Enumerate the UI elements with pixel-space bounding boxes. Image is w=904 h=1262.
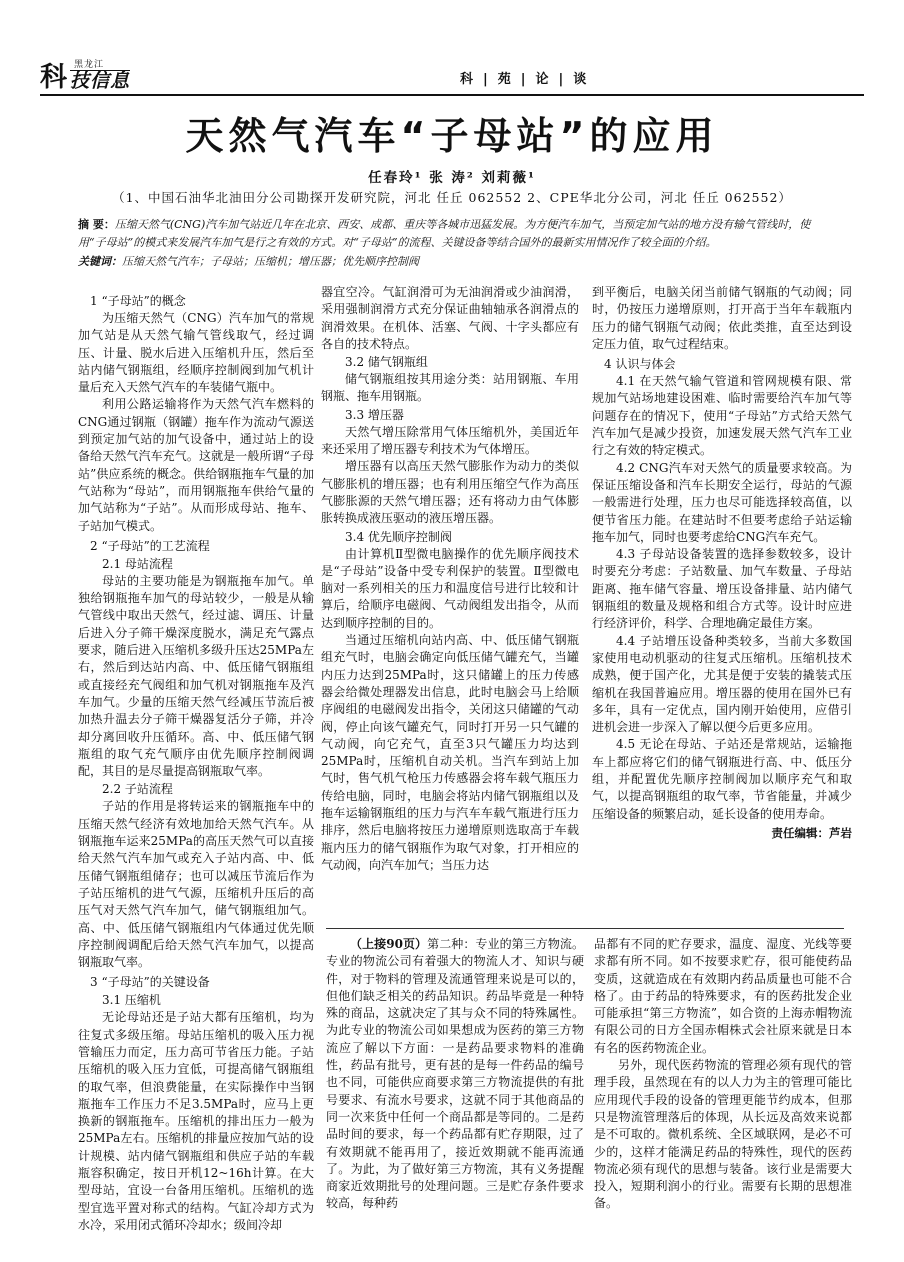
subsection-heading: 3.2 储气钢瓶组 — [345, 355, 428, 370]
paragraph: 储气钢瓶组按其用途分类：站用钢瓶、车用钢瓶、拖车用钢瓶。 — [321, 372, 579, 404]
subsection-heading: 2.1 母站流程 — [102, 556, 173, 571]
section-heading: 4 认识与体会 — [604, 357, 676, 372]
abstract — [78, 216, 834, 252]
editor-credit: 责任编辑：芦岩 — [771, 825, 852, 840]
body-column-2 — [321, 284, 579, 874]
continued-from-note: （上接90页） — [350, 937, 428, 951]
paragraph: 4.3 子母站设备装置的选择参数较多，设计时要充分考虑：子站数量、加气车数量、子母站距离、拖车储气容量、增压设备排量、站内储气钢瓶组的数量及规格和组合方式等。设计时应进行经济评价，科学、合理地确定最佳方案。 — [592, 547, 852, 631]
continued-article-column-1 — [326, 936, 584, 1213]
authors: 任春玲¹ 张 涛² 刘莉薇¹ — [368, 170, 536, 186]
abstract-label: 摘 要： — [78, 218, 115, 231]
logo-char: 科 — [40, 62, 67, 93]
paragraph: 到平衡后，电脑关闭当前储气钢瓶的气动阀；同时，仍按压力递增原则，打开高于当年车载瓶内压力的储气钢瓶气动阀；依此类推，直至达到设定压力值，取气过程结束。 — [592, 285, 852, 351]
paragraph: 为压缩天然气（CNG）汽车加气的常规加气站是从天然气输气管线取气，经过调压、计量、脱水后进入压缩机升压，然后至站内储气钢瓶组，经顺序控制阀到加气机计量后充入天然气汽车的车装储气瓶中。 — [78, 311, 314, 395]
paragraph: 母站的主要功能是为钢瓶拖车加气。单独给钢瓶拖车加气的母站较少，一般是从输气管线中取出天然气，经过滤、调压、计量后进入分子筛干燥深度脱水，满足充气露点要求，随后进入压缩机多级升压达25MPa左右，然后到达站内高、中、低压储气钢瓶组或直接经充气阀组和加气机对钢瓶拖车及汽车加气。少量的压缩天然气经减压节流后被加热升温去分子筛干燥器复活分子筛，并冷却分离回收升压循环。高、中、低压储气钢瓶组的取气充气顺序由优先顺序控制阀调配，其目的是尽量提高钢瓶取气率。 — [78, 573, 314, 779]
affiliation: （1、中国石油华北油田分公司勘探开发研究院，河北 任丘 062552 2、CPE华北分公司，河北 任丘 062552） — [112, 190, 792, 205]
paragraph: 4.5 无论在母站、子站还是常规站，运输拖车上都应将它们的储气钢瓶进行高、中、低压分组，并配置优先顺序控制阀加以顺序充气和取气，以提高钢瓶组的取气率，节省能量，并减少压缩设备的频繁启动，延长设备的使用寿命。 — [592, 737, 852, 821]
paragraph: 无论母站还是子站大都有压缩机，均为往复式多级压缩。母站压缩机的吸入压力视管输压力而定，压力高可节省压力能。子站压缩机的吸入压力宜低，可提高储气钢瓶组的取气率，但浪费能量，在实际操作中当钢瓶拖车工作压力不足3.5MPa时，应马上更换新的钢瓶拖车。压缩机的排出压力一般为25MPa左右。压缩机的排量应按加气站的设计规模、站内储气钢瓶组和供应子站的车载瓶容积确定，按日开机12~16h计算。在大型母站，宜设一台备用压缩机。压缩机的选型宜选平置对称式的结构。气缸冷却方式为水冷，采用闭式循环冷却水；级间冷却 — [78, 1010, 314, 1232]
logo-name: 技信息 — [70, 70, 131, 92]
continued-paragraph-1: 第二种：专业的第三方物流。专业的物流公司有着强大的物流人才、知识与硬件，对于物料的管理及流通管理来说是可以的，但他们缺乏相关的药品知识。药品毕竟是一种特殊的商品，这就决定了其与众不同的特殊属性。为此专业的物流公司如果想成为医药的第三方物流应了解以下方面：一是药品要求物料的准确性，药品有批号，更有甚的是每一件药品的编号也不同，可能供应商要求第三方物流提供的有批号要求、有流水号要求，这就不同于其他商品的同一次来货中任何一个商品都是等同的。二是药品时间的要求，每一个药品都有贮存期限，过了有效期就不能再用了，接近效期就不能再流通了。为此，为了做好第三方物流，其有义务提醒商家近效期批号的处理问题。三是贮存条件要求较高，每种药 — [326, 937, 584, 1211]
header-rule — [40, 94, 864, 96]
body-column-1 — [78, 290, 314, 1234]
paragraph: 器宜空冷。气缸润滑可为无油润滑或少油润滑，采用强制润滑方式充分保证曲轴轴承各润滑点的润滑效果。在机体、活塞、气阀、十字头都应有各自的技术特点。 — [321, 285, 579, 351]
section-heading: 2 “子母站”的工艺流程 — [90, 538, 210, 553]
paragraph: 增压器有以高压天然气膨胀作为动力的类似气膨胀机的增压器；也有利用压缩空气作为高压气膨胀源的天然气增压器；还有将动力由气体膨胀转换成液压驱动的液压增压器。 — [321, 459, 579, 526]
continued-article-column-2 — [594, 936, 852, 1213]
abstract-text: 压缩天然气(CNG)汽车加气站近几年在北京、西安、成都、重庆等各城市迅猛发展。为方便汽车加气，当预定加气站的地方没有输气管线时，使用“子母站”的模式来发展汽车加气是行之有效的方式。对“子母站”的流程、关键设备等结合国外的最新实用情况作了较全面的介绍。 — [78, 218, 811, 249]
paragraph: 由计算机Ⅱ型微电脑操作的优先顺序阀技术是“子母站”设备中受专利保护的装置。Ⅱ型微电脑对一系列相关的压力和温度信号进行比较和计算后，给顺序电磁阀、气动阀组发出指令，从而达到顺序控制的目的。 — [321, 546, 579, 630]
column-name: 科|苑|论|谈 — [460, 72, 597, 87]
running-header — [40, 58, 864, 98]
paragraph: 4.4 子站增压设备种类较多，当前大多数国家使用电动机驱动的往复式压缩机。压缩机技术成熟，便于国产化，尤其是便于安装的撬装式压缩机在我国普遍应用。增压器的使用在国外已有多年，具有一定优点，国内刚开始使用，应借引进机会进一步深入了解以便今后更多应用。 — [592, 633, 852, 735]
section-heading: 1 “子母站”的概念 — [90, 294, 186, 308]
paragraph: 4.1 在天然气输气管道和管网规模有限、常规加气站场地建设困难、临时需要给汽车加气等问题存在的情况下，使用“子母站”方式给天然气汽车加气是减少投资，加速发展天然气汽车工业行之有效的特定模式。 — [592, 374, 852, 458]
subsection-heading: 3.4 优先顺序控制阀 — [345, 529, 452, 544]
paragraph: 利用公路运输将作为天然气汽车燃料的CNG通过钢瓶（钢罐）拖车作为流动气源送到预定加气站的加气设备中，通过站上的设备给天然气汽车充气。这就是一般所谓“子母站”供应系统的概念。供给钢瓶拖车气量的加气站称为“母站”，而用钢瓶拖车供给气量的加气站称为“子站”。从而形成母站、拖车、子站加气模式。 — [78, 397, 314, 533]
paragraph: 天然气增压除常用气体压缩机外，美国近年来还采用了增压器专利技术为气体增压。 — [321, 424, 579, 457]
continued-paragraph-3: 另外，现代医药物流的管理必须有现代的管理手段，虽然现在有的以人力为主的管理可能比应用现代手段的设备的管理更能节约成本，但那只是物流管理落后的体现，从长远及高效来说都是不可取的。微机系统、全区域联网，是必不可少的，这样才能满足药品的特殊性，现代的医药物流必须有现代的思想与装备。该行业是需要大投入，短期利润小的行业。需要有长期的思想准备。 — [594, 1058, 852, 1211]
section-heading: 3 “子母站”的关键设备 — [90, 975, 210, 990]
subsection-heading: 3.3 增压器 — [345, 407, 404, 422]
paragraph: 当通过压缩机向站内高、中、低压储气钢瓶组充气时，电脑会确定向低压储气罐充气，当罐内压力达到25MPa时，这只储罐上的压力传感器会给微处理器发出信息，此时电脑会马上给顺序阀组的电磁阀发出指令，关闭这只储罐的气动阀，停止向该气罐充气，同时打开另一只气罐的气动阀，向它充气，直至3只气罐压力均达到25MPa时，压缩机自动关机。当汽车到站上加气时，售气机气枪压力传感器会将车载气瓶压力传给电脑，同时，电脑会将站内储气钢瓶组以及拖车运输钢瓶组的压力与汽车车载气瓶进行压力排序，然后电脑将按压力递增原则选取高于车载瓶内压力的储气钢瓶作为取气对象，打开相应的气动阀，向汽车加气；当压力达 — [321, 633, 579, 872]
subsection-heading: 2.2 子站流程 — [102, 782, 173, 797]
paragraph: 4.2 CNG汽车对天然气的质量要求较高。为保证压缩设备和汽车长期安全运行，母站的气源一般需进行处理，压力也尽可能选择较高值，以便节省压力能。在建站时不但要考虑给子站运输拖车加气，同时也要考虑给CNG汽车充气。 — [592, 460, 852, 544]
journal-logo — [40, 60, 130, 92]
logo-region: 黑龙江 — [70, 60, 130, 71]
subsection-heading: 3.1 压缩机 — [102, 993, 161, 1008]
paragraph: 子站的作用是将转运来的钢瓶拖车中的压缩天然气经济有效地加给天然气汽车。从钢瓶拖车运来25MPa的高压天然气可以直接给天然气汽车加气或充入子站内高、中、低压储气钢瓶组储存；也可以减压节流后作为子站压缩机的进气气源，压缩机升压后的高压气对天然气汽车加气，储气钢瓶组加气。高、中、低压储气钢瓶组内气体通过优先顺序控制阀调配后给天然气汽车加气，以提高钢瓶取气率。 — [78, 799, 314, 970]
section-divider — [326, 928, 844, 929]
keywords-label: 关键词： — [78, 255, 122, 268]
keywords — [78, 254, 834, 270]
body-column-3 — [592, 284, 852, 842]
continued-paragraph-2: 品都有不同的贮存要求，温度、湿度、光线等要求都有所不同。如不按要求贮存，很可能使药品变质，这就造成在有效期内药品质量也可能不合格了。由于药品的特殊要求，有的医药批发企业可能承担“第三方物流”，如合资的上海赤帽物流有限公司的日方全国赤帽株式会社原来就是日本有名的医药物流企业。 — [594, 937, 852, 1055]
keywords-text: 压缩天然气汽车；子母站；压缩机；增压器；优先顺序控制阀 — [122, 255, 419, 268]
article-title: 天然气汽车“子母站”的应用 — [185, 114, 719, 158]
